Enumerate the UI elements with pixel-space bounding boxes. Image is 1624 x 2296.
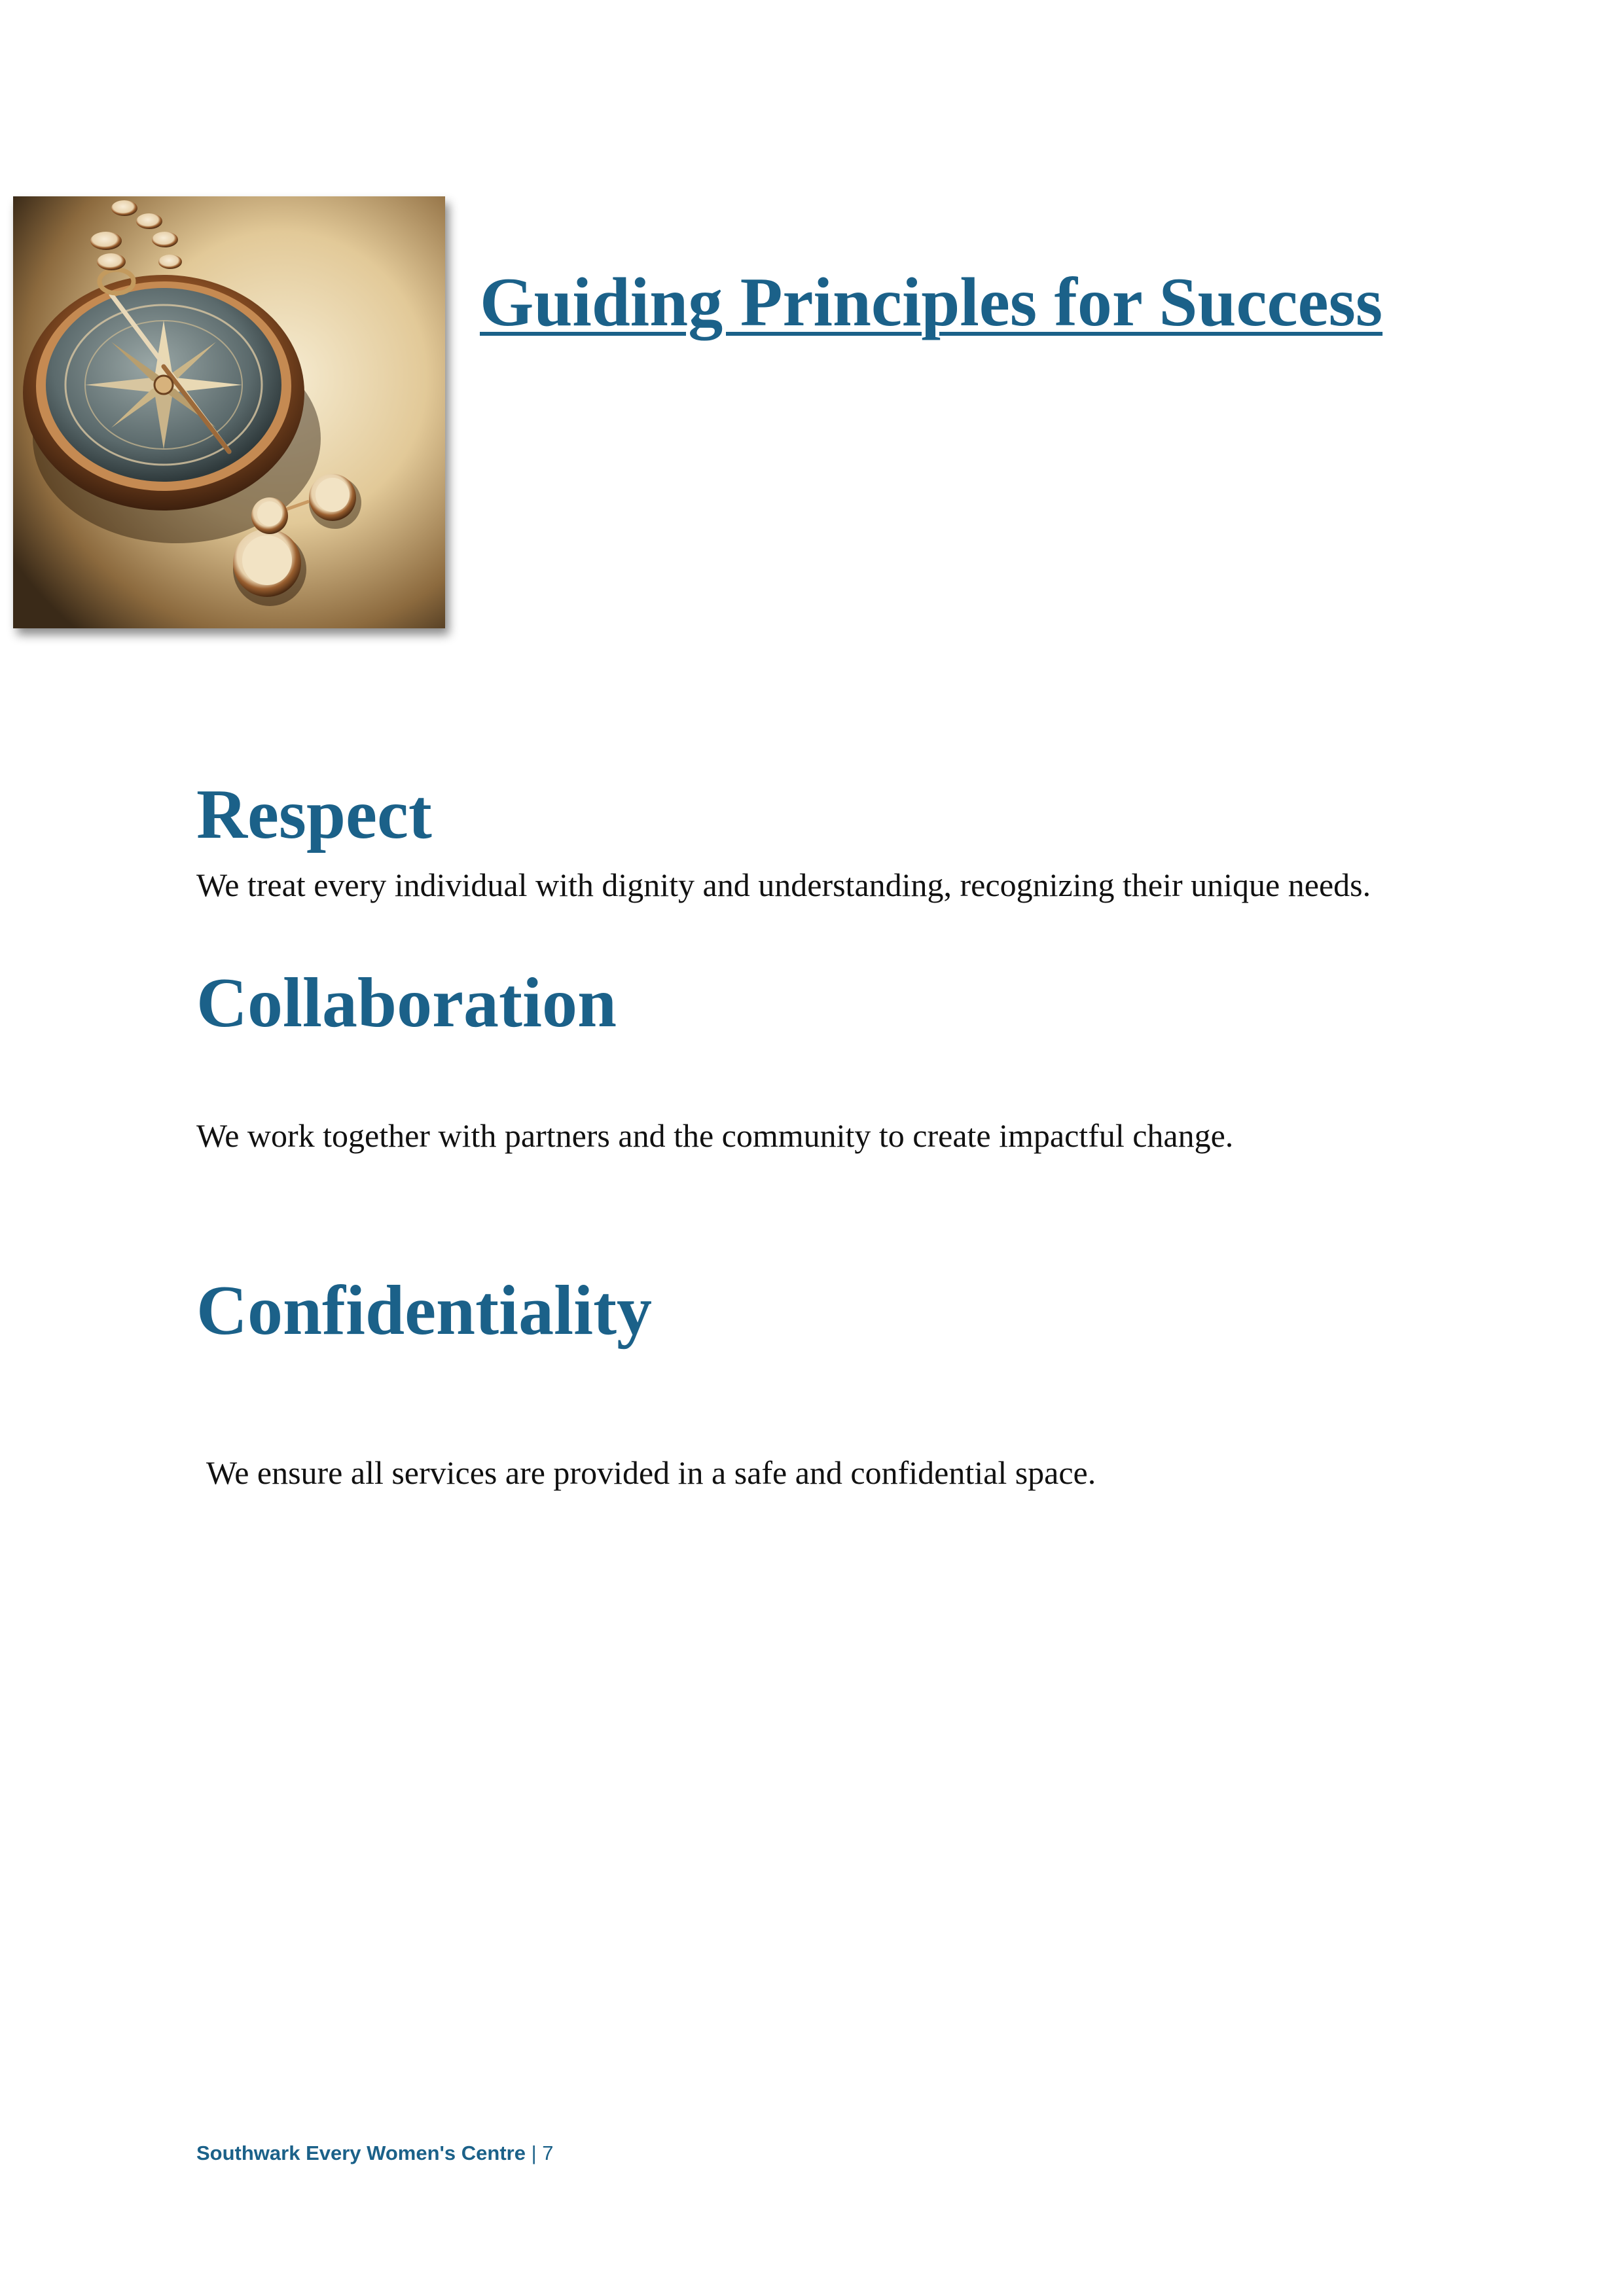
footer-page-number: 7 [542, 2142, 554, 2164]
page-title: Guiding Principles for Success [480, 264, 1383, 340]
compass-image [13, 196, 445, 628]
section-body-confidentiality: We ensure all services are provided in a safe and confidential space. [206, 1454, 1096, 1491]
page-footer [196, 2142, 554, 2165]
section-heading-confidentiality: Confidentiality [196, 1272, 653, 1350]
footer-separator: | [531, 2142, 537, 2164]
section-heading-collaboration: Collaboration [196, 964, 617, 1042]
section-body-collaboration: We work together with partners and the community to create impactful change. [196, 1117, 1234, 1154]
section-body-respect: We treat every individual with dignity and understanding, recognizing their unique needs. [196, 867, 1371, 903]
section-heading-respect: Respect [196, 776, 432, 853]
footer-organization: Southwark Every Women's Centre [196, 2142, 526, 2164]
compass-icon [13, 196, 445, 628]
